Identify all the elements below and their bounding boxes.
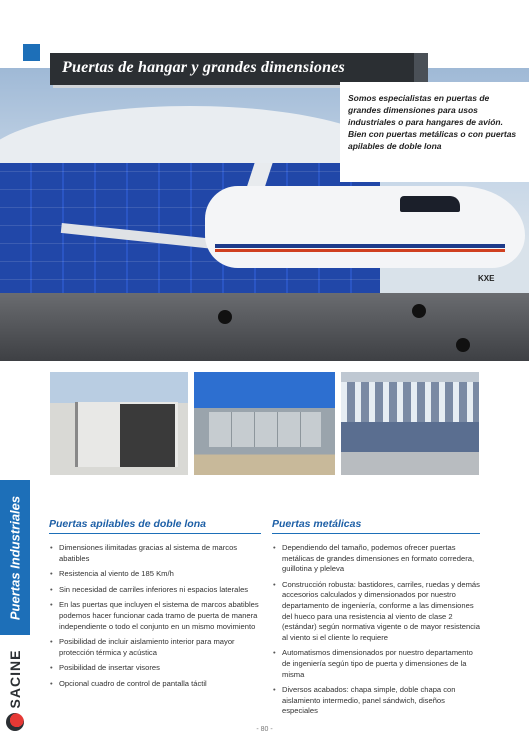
- hangar-interior: [120, 404, 175, 467]
- brand-wordmark: [0, 648, 30, 710]
- plane-stripe-red: [215, 249, 505, 252]
- stackable-doors-section: [49, 518, 261, 695]
- tarmac: [0, 293, 529, 361]
- plane-cockpit-window: [400, 196, 460, 212]
- list-item: • Resistencia al viento de 185 Km/h: [49, 569, 261, 580]
- thumbnail-metal-hangar-door: [194, 372, 335, 475]
- intro-box: [340, 82, 529, 182]
- brand-name: SACINE: [7, 649, 23, 709]
- plane-wheel: [412, 304, 426, 318]
- metal-doors-section: [272, 518, 480, 722]
- plane-wheel: [218, 310, 232, 324]
- list-item: • Posibilidad de incluir aislamiento interior para mayor protección térmica y acústica: [49, 637, 261, 658]
- list-item: • Automatismos dimensionados por nuestro departamento de ingeniería según tipo de puerta y dimensiones de la misma: [272, 648, 480, 680]
- list-item: • Diversos acabados: chapa simple, doble chapa con aislamiento intermedio, panel sándwich, diseños especiales: [272, 685, 480, 717]
- hangar-roof-structure: [341, 382, 479, 422]
- section-title: Puertas apilables de doble lona: [49, 518, 261, 534]
- thumbnail-fabric-hangar-door: [50, 372, 188, 475]
- list-item: • En las puertas que incluyen el sistema de marcos abatibles podemos hacer funcionar cada tramo de puerta de manera independiente o todo el conjunto en un mismo movimiento: [49, 600, 261, 632]
- list-item: • Sin necesidad de carriles inferiores ni espacios laterales: [49, 585, 261, 596]
- list-item: • Dependiendo del tamaño, podemos ofrecer puertas metálicas de grandes dimensiones en formato corredera, guillotina y pleleva: [272, 543, 480, 575]
- list-item: • Construcción robusta: bastidores, carriles, ruedas y demás accesorios calculados y dimensionados por nuestro departamento de ingeniería, conforme a las dimensiones del hueco para una resistencia al viento de clase 2 (estándar) según normativa vigente o de mayor resistencia al viento si el cliente lo requiere: [272, 580, 480, 644]
- intro-text: Somos especialistas en puertas de grandes dimensiones para usos industriales o para hangares de avión. Bien con puertas metálicas o con puertas apilables de doble lona: [348, 93, 517, 151]
- metal-door-panels: [209, 412, 321, 447]
- page-number: - 80 -: [256, 726, 273, 733]
- list-item: • Posibilidad de insertar visores: [49, 663, 261, 674]
- section-label: Puertas Industriales: [7, 495, 23, 620]
- section-title: Puertas metálicas: [272, 518, 480, 534]
- list-item: • Opcional cuadro de control de pantalla táctil: [49, 679, 261, 690]
- hangar-floor: [341, 452, 479, 475]
- list-item: • Dimensiones ilimitadas gracias al sistema de marcos abatibles: [49, 543, 261, 564]
- page-title-bar: [50, 53, 414, 85]
- plane-stripe-blue: [215, 244, 505, 248]
- plane-fuselage: [205, 186, 525, 268]
- thumbnail-hangar-interior: [341, 372, 479, 475]
- plane-wheel: [456, 338, 470, 352]
- feature-list: [49, 543, 261, 690]
- header-square-decoration: [23, 44, 40, 61]
- plane-registration: KXE: [478, 274, 495, 283]
- section-side-tab: [0, 480, 30, 635]
- title-bar-accent: [414, 53, 428, 85]
- feature-list: [272, 543, 480, 717]
- page-title: Puertas de hangar y grandes dimensiones: [62, 59, 345, 76]
